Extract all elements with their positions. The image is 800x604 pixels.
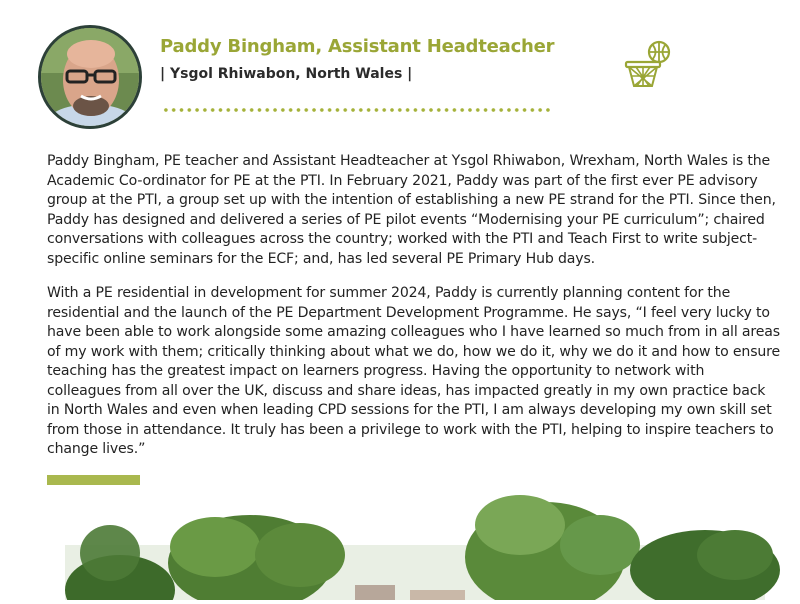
school-location: | Ysgol Rhiwabon, North Wales | xyxy=(160,66,413,82)
bio-paragraph-1: Paddy Bingham, PE teacher and Assistant Headteacher at Ysgol Rhiwabon, Wrexham, North Wales is the Academic Co-ordinator for PE at the PTI. In February 2021, Paddy was part of the first ever PE advisory group at the PTI, a group set up with the intention of establishing a new PE strand for the PTI. Since then, Paddy has designed and delivered a series of PE pilot events “Modernising your PE curriculum”; chaired conversations with colleagues across the country; worked with the PTI and Teach First to write subject-specific online seminars for the ECF; and, has led several PE Primary Hub days. xyxy=(47,153,776,267)
dotted-divider xyxy=(162,107,552,113)
trees-photo xyxy=(0,485,800,600)
person-name-title: Paddy Bingham, Assistant Headteacher xyxy=(160,36,555,57)
profile-photo xyxy=(38,25,142,129)
bio-paragraph-2: With a PE residential in development for summer 2024, Paddy is currently planning content for the residential and the launch of the PE Department Development Programme. He says, “I feel very lucky to have been able to work alongside some amazing colleagues who I have learned so much from in all areas of my work with them; critically thinking about what we do, how we do it, why we do it and how to ensure teaching has the greatest impact on learners progress. Having the opportunity to network with colleagues from all over the UK, discuss and share ideas, has impacted greatly in my own practice back in North Wales and even when leading CPD sessions for the PTI, I am always developing my own skill set from those in attendance. It truly has been a privilege to work with the PTI, helping to inspire teachers to change lives.” xyxy=(47,285,781,457)
basketball-hoop-icon xyxy=(622,38,674,90)
